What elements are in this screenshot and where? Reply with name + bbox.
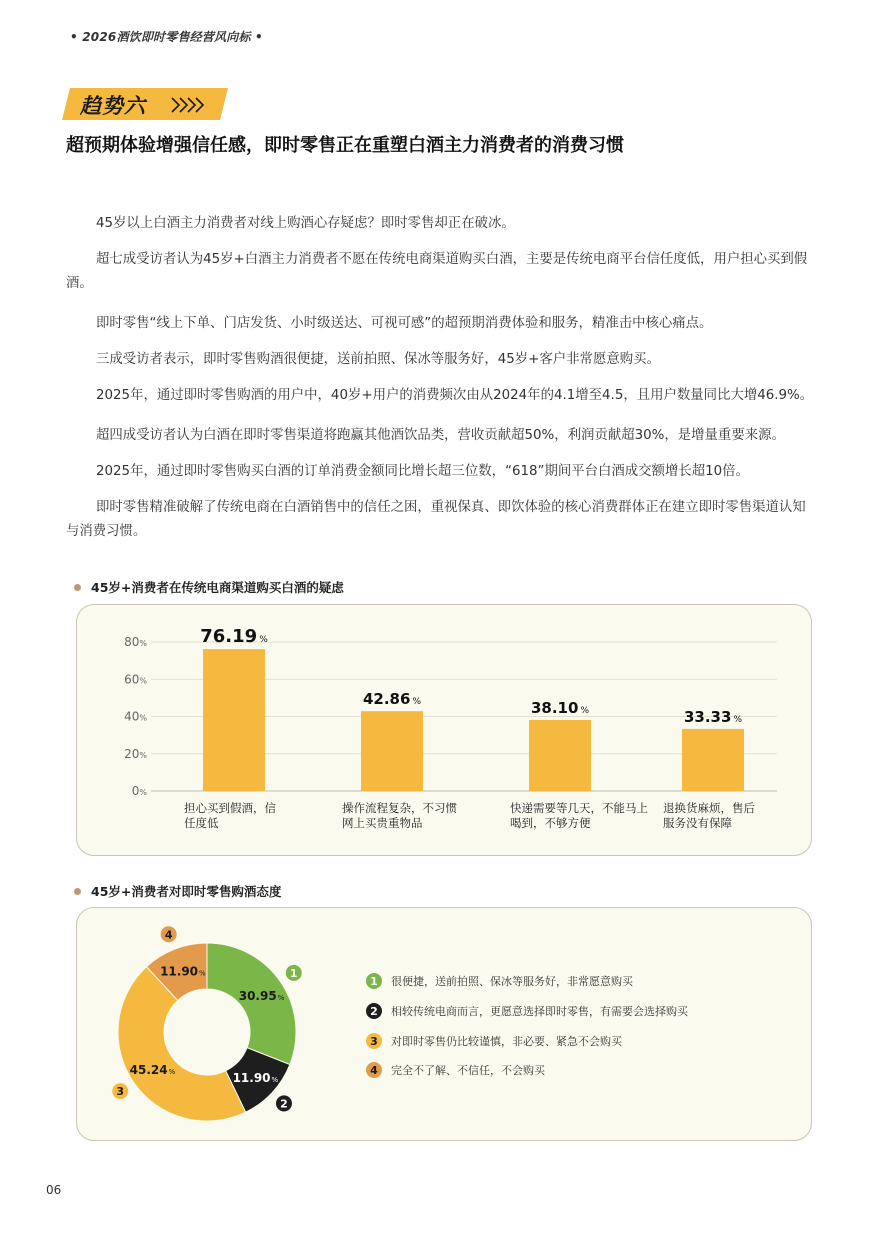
slice-marker-text: 1 <box>289 966 298 980</box>
legend-item <box>366 1062 545 1078</box>
bar-value-label: 76.19 % <box>200 626 268 648</box>
x-category-label: 服务没有保障 <box>663 816 732 830</box>
bar <box>682 729 744 791</box>
y-tick-label: 80% <box>124 635 147 649</box>
paragraph: 2025年，通过即时零售购买白酒的订单消费金额同比增长超三位数，“618”期间平台白酒成交额增长超10倍。 <box>96 464 749 479</box>
x-category-label: 操作流程复杂，不习惯 <box>342 801 457 815</box>
slice-value-label: 11.90% <box>232 1070 279 1085</box>
slice-marker-text: 2 <box>280 1097 288 1111</box>
donut-chart-title-text: 45岁+消费者对即时零售购酒态度 <box>91 884 282 899</box>
chevrons-right-icon <box>170 95 210 115</box>
legend-item <box>366 973 633 989</box>
paragraph: 三成受访者表示，即时零售购酒很便捷，送前拍照、保冰等服务好，45岁+客户非常愿意购买。 <box>96 352 660 367</box>
page-number: 06 <box>46 1183 62 1197</box>
bar <box>361 711 423 791</box>
y-tick-label: 40% <box>124 709 147 724</box>
x-category-label: 快递需要等几天，不能马上 <box>510 801 648 815</box>
y-tick-label: 0% <box>131 784 147 798</box>
slice-value-label: 30.95% <box>238 988 285 1003</box>
x-category-label: 担心买到假酒，信 <box>184 801 276 815</box>
paragraph: 即时零售“线上下单、门店发货、小时级送达、可视可感”的超预期消费体验和服务，精准击中核心痛点。 <box>96 316 713 331</box>
x-category-label: 喝到，不够方便 <box>510 816 591 830</box>
paragraph: 超四成受访者认为白酒在即时零售渠道将跑赢其他酒饮品类，营收贡献超50%，利润贡献超30%，是增量重要来源。 <box>96 428 785 443</box>
legend-badge: 2 <box>366 1003 382 1019</box>
bar-value-label: 33.33 % <box>683 707 743 726</box>
y-tick-label: 60% <box>124 672 147 687</box>
slice-value-label: 45.24% <box>129 1063 176 1078</box>
x-category-label: 任度低 <box>184 816 219 830</box>
paragraph: 2025年，通过即时零售购酒的用户中，40岁+用户的消费频次由从2024年的4.1增至4.5，且用户数量同比大增46.9%。 <box>96 388 814 403</box>
bar-chart-title <box>74 578 344 596</box>
bar-value-label: 42.86 % <box>362 690 422 709</box>
report-header-tag: • 2026酒饮即时零售经营风向标 • <box>70 30 263 44</box>
donut-chart-panel <box>76 907 812 1141</box>
donut-slice <box>207 943 296 1065</box>
page-headline: 超预期体验增强信任感，即时零售正在重塑白酒主力消费者的消费习惯 <box>66 135 624 156</box>
paragraph: 即时零售精准破解了传统电商在白酒销售中的信任之困，重视保真、即饮体验的核心消费群体正在建立即时零售渠道认知与消费习惯。 <box>66 500 806 539</box>
x-category-label: 网上买贵重物品 <box>342 816 423 830</box>
bar-chart-title-text: 45岁+消费者在传统电商渠道购买白酒的疑虑 <box>91 580 344 595</box>
bar <box>203 649 265 791</box>
y-tick-label: 20% <box>124 746 147 761</box>
legend-label: 完全不了解、不信任，不会购买 <box>391 1064 545 1077</box>
bar-chart-panel <box>76 604 812 856</box>
trend-label: 趋势六 <box>80 94 146 118</box>
bar-value-label: 38.10 % <box>530 699 590 718</box>
legend-badge: 1 <box>366 973 382 989</box>
slice-marker-text: 4 <box>164 928 173 942</box>
legend-item <box>366 1033 622 1049</box>
legend-label: 相较传统电商而言，更愿意选择即时零售，有需要会选择购买 <box>391 1005 688 1018</box>
paragraph: 45岁以上白酒主力消费者对线上购酒心存疑虑？即时零售却正在破冰。 <box>96 216 515 231</box>
paragraph: 超七成受访者认为45岁+白酒主力消费者不愿在传统电商渠道购买白酒，主要是传统电商平台信任度低，用户担心买到假酒。 <box>66 252 808 291</box>
bullet-dot-icon <box>74 584 81 591</box>
donut-chart-title <box>74 882 281 900</box>
legend-badge: 4 <box>366 1062 382 1078</box>
donut-chart <box>77 908 377 1142</box>
legend-label: 对即时零售仍比较谨慎，非必要、紧急不会购买 <box>391 1035 622 1048</box>
legend-item <box>366 1003 688 1019</box>
slice-marker-text: 3 <box>116 1085 125 1099</box>
legend-label: 很便捷，送前拍照、保冰等服务好，非常愿意购买 <box>391 975 633 988</box>
bar <box>529 720 591 791</box>
slice-value-label: 11.90% <box>160 964 206 979</box>
bar-chart <box>77 605 813 857</box>
legend-badge: 3 <box>366 1033 382 1049</box>
bullet-dot-icon <box>74 888 81 895</box>
x-category-label: 退换货麻烦，售后 <box>663 801 755 815</box>
